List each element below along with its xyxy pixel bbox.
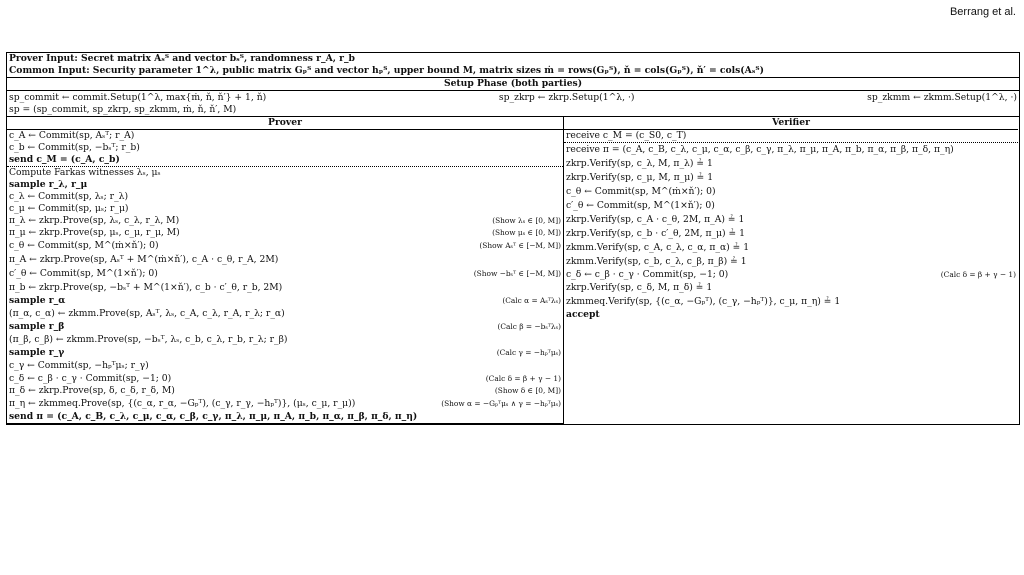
verifier-step [564, 171, 1018, 185]
prover-step-note: (Show α = −Gₚᵀμₛ ∧ γ = −hₚᵀμₛ) [441, 399, 561, 408]
prover-step-note: (Calc β = −bₛᵀλₛ) [497, 322, 561, 331]
verifier-check-block [564, 157, 1018, 321]
prover-step-text: Compute Farkas witnesses λₛ, μₛ [9, 167, 161, 178]
verifier-step [564, 295, 1018, 309]
prover-step-text: π_b ← zkrp.Prove(sp, −bₛᵀ + M^(1×ň′), c_b · c′_θ, r_b, 2M) [9, 282, 283, 293]
setup-commit: sp_commit ← commit.Setup(1^λ, max{ṁ, ň, ň′} + 1, ň) [9, 92, 267, 103]
prover-step [7, 191, 563, 203]
prover-step [7, 333, 563, 347]
verifier-step [564, 227, 1018, 241]
prover-step-text: (π_α, c_α) ← zkmm.Prove(sp, Aₛᵀ, λₛ, c_A, c_λ, r_A, r_λ; r_α) [9, 308, 285, 319]
prover-step [7, 253, 563, 267]
running-header-author: Berrang et al. [949, 6, 1016, 18]
prover-step-note: (Calc γ = −hₚᵀμₛ) [496, 348, 561, 357]
prover-step-text: sample r_γ [9, 347, 65, 358]
prover-step-text: c_γ ← Commit(sp, −hₚᵀμₛ; r_γ) [9, 360, 149, 371]
prover-step-text: sample r_α [9, 295, 66, 306]
verifier-step [564, 255, 1018, 269]
verifier-step [564, 199, 1018, 213]
prover-step [7, 267, 563, 281]
verifier-step [564, 157, 1018, 171]
prover-step-note: (Show λₛ ∈ [0, M]) [492, 216, 561, 225]
prover-proof-block [7, 167, 563, 423]
prover-step [7, 347, 563, 359]
setup-phase-title: Setup Phase (both parties) [7, 77, 1019, 90]
prover-step-text: sample r_β [9, 321, 65, 332]
prover-step-text: c_μ ← Commit(sp, μₛ; r_μ) [9, 203, 129, 214]
verifier-step-text: zkrp.Verify(sp, c_μ, M, π_μ) ≟ 1 [566, 172, 714, 183]
verifier-step-text: c_δ ← c_β · c_γ · Commit(sp, −1; 0) [566, 269, 729, 280]
prover-step [7, 179, 563, 191]
verifier-receive-proof: receive π = (c_A, c_B, c_λ, c_μ, c_α, c_β, c_γ, π_λ, π_μ, π_A, π_b, π_α, π_β, π_δ, π_η) [566, 144, 954, 155]
prover-step [7, 203, 563, 215]
common-input: Common Input: Security parameter 1^λ, public matrix Gₚᵀ and vector hₚᵀ, upper bound M, matrix sizes ṁ = rows(Gₚᵀ), ň = cols(Gₚᵀ), ň′ = cols(Aₛᵀ) [9, 65, 764, 76]
prover-step-text: c_λ ← Commit(sp, λₛ; r_λ) [9, 191, 129, 202]
verifier-step-text: zkrp.Verify(sp, c_A · c_θ, 2M, π_A) ≟ 1 [566, 214, 745, 225]
verifier-step-text: zkmm.Verify(sp, c_b, c_λ, c_β, π_β) ≟ 1 [566, 256, 747, 267]
prover-step-text: π_A ← zkrp.Prove(sp, Aₛᵀ + M^(ṁ×ň′), c_A · c_θ, r_A, 2M) [9, 254, 279, 265]
prover-step [7, 385, 563, 397]
prover-step-text: sample r_λ, r_μ [9, 179, 88, 190]
prover-step-note: (Calc δ = β + γ − 1) [485, 374, 561, 383]
prover-step-text: c_θ ← Commit(sp, M^(ṁ×ň′); 0) [9, 240, 159, 251]
verifier-step-text: zkmmeq.Verify(sp, {(c_α, −Gₚᵀ), (c_γ, −hₚᵀ)}, c_μ, π_η) ≟ 1 [566, 296, 841, 307]
prover-step-text: π_μ ← zkrp.Prove(sp, μₛ, c_μ, r_μ, M) [9, 227, 180, 238]
prover-step [7, 239, 563, 253]
protocol-columns [7, 116, 1019, 424]
verifier-step-text: accept [566, 309, 600, 320]
prover-input: Prover Input: Secret matrix Aₛᵀ and vector bₛᵀ, randomness r_A, r_b [9, 53, 355, 64]
prover-column [7, 117, 564, 424]
prover-commit-line: c_b ← Commit(sp, −bₛᵀ; r_b) [9, 142, 140, 153]
prover-step [7, 373, 563, 385]
prover-step-note: (Show Aₛᵀ ∈ [−M, M]) [479, 241, 561, 250]
protocol-figure [6, 52, 1020, 425]
verifier-step [564, 281, 1018, 295]
prover-step-note: (Show δ ∈ [0, M]) [494, 386, 561, 395]
prover-step [7, 307, 563, 321]
prover-step-text: π_η ← zkmmeq.Prove(sp, {(c_α, r_α, −Gₚᵀ), (c_γ, r_γ, −hₚᵀ)}, (μₛ, c_μ, r_μ)) [9, 398, 356, 409]
prover-step-text: send π = (c_A, c_B, c_λ, c_μ, c_α, c_β, c_γ, π_λ, π_μ, π_A, π_b, π_α, π_β, π_δ, π_η) [9, 411, 418, 422]
verifier-step [564, 269, 1018, 281]
setup-zkrp: sp_zkrp ← zkrp.Setup(1^λ, ·) [498, 92, 635, 103]
setup-phase-line [7, 90, 1019, 104]
verifier-step-text: zkrp.Verify(sp, c_b · c′_θ, 2M, π_μ) ≟ 1 [566, 228, 746, 239]
setup-zkmm: sp_zkmm ← zkmm.Setup(1^λ, ·) [867, 92, 1017, 103]
verifier-receive-commitments: receive c_M = (c_S0, c_T) [566, 130, 687, 141]
prover-step [7, 295, 563, 307]
verifier-step-text: zkrp.Verify(sp, c_δ, M, π_δ) ≟ 1 [566, 282, 713, 293]
prover-step-text: (π_β, c_β) ← zkmm.Prove(sp, −bₛᵀ, λₛ, c_b, c_λ, r_b, r_λ; r_β) [9, 334, 288, 345]
prover-step [7, 281, 563, 295]
prover-step [7, 215, 563, 227]
verifier-column [564, 117, 1018, 424]
prover-step [7, 227, 563, 239]
prover-title: Prover [7, 117, 563, 130]
prover-step [7, 397, 563, 411]
verifier-step [564, 185, 1018, 199]
prover-step-text: c_δ ← c_β · c_γ · Commit(sp, −1; 0) [9, 373, 172, 384]
verifier-step-text: c′_θ ← Commit(sp, M^(1×ň′); 0) [566, 200, 715, 211]
verifier-step [564, 213, 1018, 227]
prover-step [7, 167, 563, 179]
prover-step-note: (Calc α = Aₛᵀλₛ) [502, 296, 561, 305]
verifier-step [564, 241, 1018, 255]
prover-step [7, 321, 563, 333]
verifier-step [564, 309, 1018, 321]
prover-step-note: (Show −bₛᵀ ∈ [−M, M]) [473, 269, 561, 278]
prover-commit-line: send c_M = (c_A, c_b) [9, 154, 120, 165]
prover-commit-block [7, 130, 563, 166]
prover-step [7, 411, 563, 423]
prover-step-text: π_δ ← zkrp.Prove(sp, δ, c_δ, r_δ, M) [9, 385, 175, 396]
verifier-step-text: zkrp.Verify(sp, c_λ, M, π_λ) ≟ 1 [566, 158, 713, 169]
prover-step-text: c′_θ ← Commit(sp, M^(1×ň′); 0) [9, 268, 158, 279]
prover-commit-line: c_A ← Commit(sp, Aₛᵀ; r_A) [9, 130, 135, 141]
verifier-step-note: (Calc δ = β + γ − 1) [940, 270, 1016, 279]
prover-step [7, 359, 563, 373]
prover-step-text: π_λ ← zkrp.Prove(sp, λₛ, c_λ, r_λ, M) [9, 215, 180, 226]
verifier-title: Verifier [564, 117, 1018, 130]
verifier-step-text: c_θ ← Commit(sp, M^(ṁ×ň′); 0) [566, 186, 716, 197]
verifier-step-text: zkmm.Verify(sp, c_A, c_λ, c_α, π_α) ≟ 1 [566, 242, 750, 253]
setup-sp: sp = (sp_commit, sp_zkrp, sp_zkmm, ṁ, ň, ň′, M) [9, 104, 237, 115]
prover-step-note: (Show μₛ ∈ [0, M]) [492, 228, 561, 237]
